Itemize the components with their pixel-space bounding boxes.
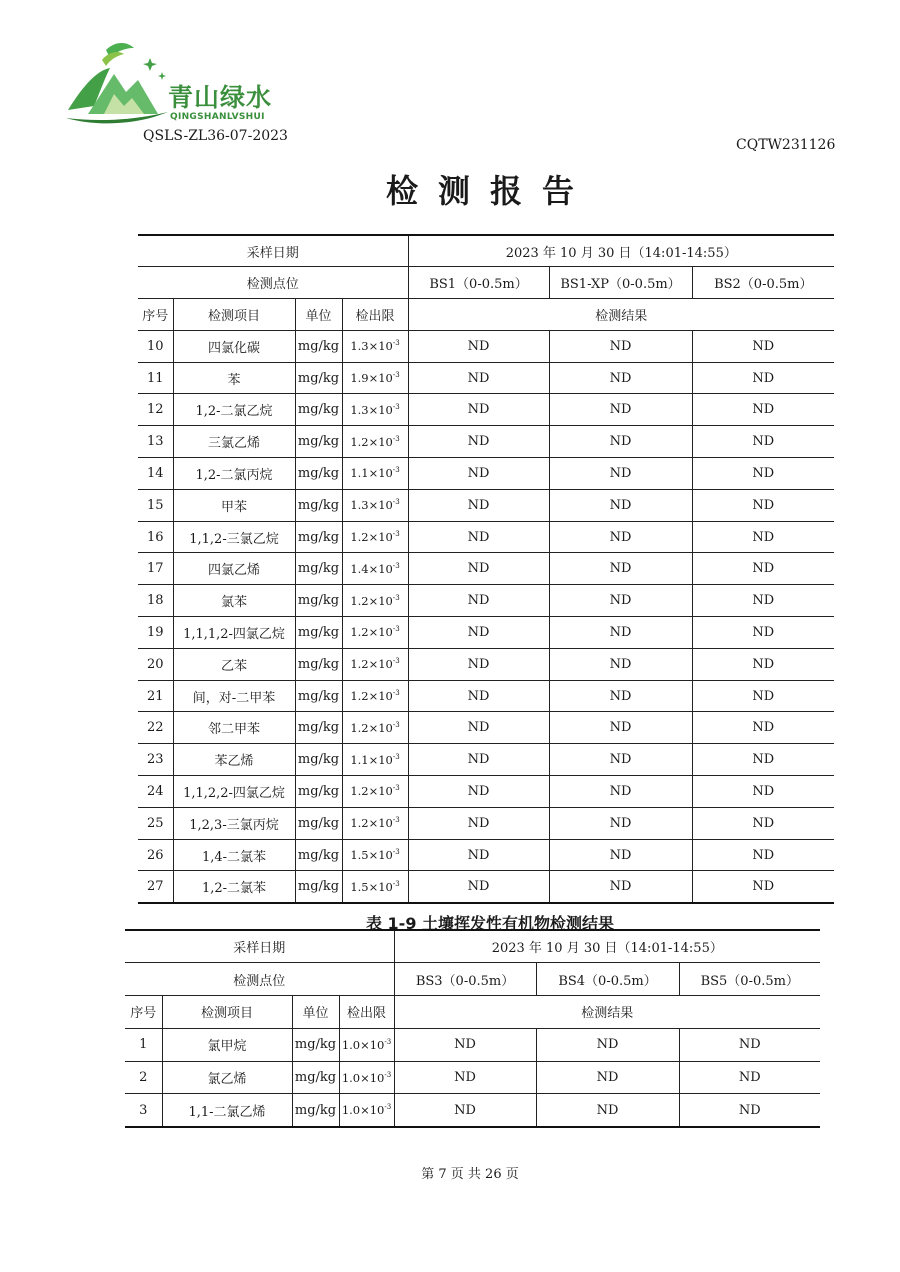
detection-limit — [342, 776, 408, 808]
limit-base: 1.3×10 — [350, 498, 393, 513]
table-row — [138, 776, 834, 808]
limit-base: 1.2×10 — [350, 720, 393, 735]
result-cell: ND — [679, 1061, 820, 1094]
row-number: 23 — [138, 744, 173, 776]
result-cell: ND — [549, 807, 692, 839]
row-number: 2 — [125, 1061, 162, 1094]
detection-limit — [342, 648, 408, 680]
result-cell: ND — [692, 712, 834, 744]
limit-exponent: -3 — [392, 816, 400, 825]
result-cell: ND — [408, 521, 549, 553]
unit-cell: mg/kg — [295, 871, 342, 903]
table-row — [138, 648, 834, 680]
result-cell: ND — [692, 394, 834, 426]
analyte-name: 间，对-二甲苯 — [173, 680, 295, 712]
row-number: 13 — [138, 426, 173, 458]
page-number: 第 7 页 共 26 页 — [421, 1167, 519, 1182]
row-number: 21 — [138, 680, 173, 712]
limit-base: 1.5×10 — [350, 848, 393, 863]
header-item: 检测项目 — [173, 299, 295, 331]
point-header: BS5（0-0.5m） — [679, 963, 820, 996]
row-number: 27 — [138, 871, 173, 903]
result-cell: ND — [692, 426, 834, 458]
header-limit: 检出限 — [339, 996, 394, 1029]
result-cell: ND — [692, 871, 834, 903]
sampling-date-value: 2023 年 10 月 30 日（14:01-14:55） — [408, 235, 834, 267]
result-cell: ND — [692, 744, 834, 776]
sampling-date-row — [125, 930, 820, 963]
result-cell: ND — [408, 426, 549, 458]
unit-cell: mg/kg — [295, 648, 342, 680]
table-row — [138, 839, 834, 871]
table-row — [138, 489, 834, 521]
unit-cell: mg/kg — [295, 680, 342, 712]
result-cell: ND — [408, 648, 549, 680]
detection-limit — [342, 489, 408, 521]
limit-base: 1.2×10 — [350, 784, 393, 799]
limit-exponent: -3 — [384, 1070, 392, 1079]
detection-limit — [342, 553, 408, 585]
analyte-name: 邻二甲苯 — [173, 712, 295, 744]
result-cell: ND — [408, 585, 549, 617]
limit-base: 1.4×10 — [350, 561, 393, 576]
limit-exponent: -3 — [392, 784, 400, 793]
results-table-1 — [138, 234, 834, 904]
result-cell: ND — [408, 458, 549, 490]
result-cell: ND — [549, 362, 692, 394]
points-row — [138, 267, 834, 299]
limit-exponent: -3 — [392, 689, 400, 698]
unit-cell: mg/kg — [295, 362, 342, 394]
limit-base: 1.1×10 — [350, 752, 393, 767]
unit-cell: mg/kg — [295, 458, 342, 490]
unit-cell: mg/kg — [295, 330, 342, 362]
result-cell: ND — [692, 330, 834, 362]
limit-exponent: -3 — [392, 879, 400, 888]
result-cell: ND — [408, 871, 549, 903]
result-cell: ND — [692, 839, 834, 871]
row-number: 12 — [138, 394, 173, 426]
unit-cell: mg/kg — [295, 521, 342, 553]
detection-limit — [339, 1061, 394, 1094]
column-header-row — [125, 996, 820, 1029]
sampling-date-value: 2023 年 10 月 30 日（14:01-14:55） — [394, 930, 820, 963]
point-header: BS2（0-0.5m） — [692, 267, 834, 299]
limit-exponent: -3 — [384, 1037, 392, 1046]
result-cell: ND — [692, 458, 834, 490]
limit-exponent: -3 — [392, 562, 400, 571]
unit-cell: mg/kg — [295, 807, 342, 839]
limit-exponent: -3 — [392, 657, 400, 666]
page-title: 检测报告 — [385, 172, 594, 210]
result-cell: ND — [549, 585, 692, 617]
table-1-body — [138, 330, 834, 902]
row-number: 11 — [138, 362, 173, 394]
table-row — [125, 1061, 820, 1094]
result-cell: ND — [549, 839, 692, 871]
limit-base: 1.2×10 — [350, 657, 393, 672]
result-cell: ND — [692, 362, 834, 394]
analyte-name: 乙苯 — [173, 648, 295, 680]
limit-base: 1.2×10 — [350, 593, 393, 608]
result-cell: ND — [549, 394, 692, 426]
result-cell: ND — [408, 680, 549, 712]
table-row — [125, 1028, 820, 1061]
header-limit: 检出限 — [342, 299, 408, 331]
result-cell: ND — [692, 617, 834, 649]
table-2-body — [125, 1028, 820, 1126]
limit-base: 1.2×10 — [350, 816, 393, 831]
table-row — [138, 585, 834, 617]
unit-cell: mg/kg — [295, 744, 342, 776]
limit-base: 1.5×10 — [350, 879, 393, 894]
header-unit: 单位 — [292, 996, 339, 1029]
row-number: 17 — [138, 553, 173, 585]
result-cell: ND — [394, 1028, 536, 1061]
result-cell: ND — [549, 648, 692, 680]
result-cell: ND — [408, 776, 549, 808]
result-cell: ND — [549, 330, 692, 362]
result-cell: ND — [679, 1028, 820, 1061]
unit-cell: mg/kg — [295, 585, 342, 617]
unit-cell: mg/kg — [295, 426, 342, 458]
analyte-name: 1,1,1,2-四氯乙烷 — [173, 617, 295, 649]
detection-limit — [342, 617, 408, 649]
result-cell: ND — [692, 553, 834, 585]
limit-base: 1.1×10 — [350, 466, 393, 481]
column-header-row — [138, 299, 834, 331]
limit-base: 1.2×10 — [350, 689, 393, 704]
analyte-name: 氯甲烷 — [162, 1028, 292, 1061]
points-row — [125, 963, 820, 996]
limit-base: 1.2×10 — [350, 625, 393, 640]
table-row — [138, 744, 834, 776]
unit-cell: mg/kg — [295, 776, 342, 808]
table-row — [138, 330, 834, 362]
unit-cell: mg/kg — [295, 553, 342, 585]
table-row — [138, 680, 834, 712]
detection-limit — [342, 330, 408, 362]
limit-exponent: -3 — [384, 1103, 392, 1112]
sampling-date-label: 采样日期 — [138, 235, 408, 267]
header-result: 检测结果 — [408, 299, 834, 331]
header-result: 检测结果 — [394, 996, 820, 1029]
row-number: 1 — [125, 1028, 162, 1061]
point-header: BS1-XP（0-0.5m） — [549, 267, 692, 299]
result-cell: ND — [549, 744, 692, 776]
result-cell: ND — [692, 648, 834, 680]
analyte-name: 1,1,2,2-四氯乙烷 — [173, 776, 295, 808]
unit-cell: mg/kg — [292, 1061, 339, 1094]
result-cell: ND — [408, 553, 549, 585]
table-row — [138, 521, 834, 553]
row-number: 20 — [138, 648, 173, 680]
header-unit: 单位 — [295, 299, 342, 331]
limit-exponent: -3 — [392, 721, 400, 730]
row-number: 26 — [138, 839, 173, 871]
detection-limit — [342, 362, 408, 394]
mountain-leaf-icon — [64, 40, 174, 130]
analyte-name: 氯苯 — [173, 585, 295, 617]
row-number: 15 — [138, 489, 173, 521]
unit-cell: mg/kg — [292, 1094, 339, 1127]
unit-cell: mg/kg — [295, 712, 342, 744]
result-cell: ND — [549, 871, 692, 903]
limit-base: 1.0×10 — [341, 1070, 385, 1085]
unit-cell: mg/kg — [295, 839, 342, 871]
point-header: BS3（0-0.5m） — [394, 963, 536, 996]
table-row — [138, 871, 834, 903]
result-cell: ND — [692, 680, 834, 712]
detection-limit — [342, 585, 408, 617]
result-cell: ND — [549, 553, 692, 585]
table-row — [138, 394, 834, 426]
limit-exponent: -3 — [392, 530, 400, 539]
limit-exponent: -3 — [392, 752, 400, 761]
detection-limit — [342, 712, 408, 744]
result-cell: ND — [408, 394, 549, 426]
point-label: 检测点位 — [138, 267, 408, 299]
detection-limit — [342, 394, 408, 426]
table-row — [138, 426, 834, 458]
limit-exponent: -3 — [392, 434, 400, 443]
result-cell: ND — [549, 776, 692, 808]
analyte-name: 四氯化碳 — [173, 330, 295, 362]
analyte-name: 1,1,2-三氯乙烷 — [173, 521, 295, 553]
row-number: 24 — [138, 776, 173, 808]
point-header: BS4（0-0.5m） — [536, 963, 679, 996]
report-number: CQTW231126 — [736, 137, 836, 153]
table-row — [138, 807, 834, 839]
analyte-name: 三氯乙烯 — [173, 426, 295, 458]
unit-cell: mg/kg — [295, 617, 342, 649]
sampling-date-row — [138, 235, 834, 267]
result-cell: ND — [408, 839, 549, 871]
result-cell: ND — [549, 458, 692, 490]
detection-limit — [342, 426, 408, 458]
analyte-name: 甲苯 — [173, 489, 295, 521]
logo-english-name: QINGSHANLVSHUI — [170, 112, 265, 122]
logo-chinese-name: 青山绿水 — [168, 83, 273, 112]
limit-base: 1.2×10 — [350, 530, 393, 545]
row-number: 14 — [138, 458, 173, 490]
header-no: 序号 — [138, 299, 173, 331]
detection-limit — [339, 1028, 394, 1061]
analyte-name: 四氯乙烯 — [173, 553, 295, 585]
limit-exponent: -3 — [392, 498, 400, 507]
row-number: 18 — [138, 585, 173, 617]
detection-limit — [339, 1094, 394, 1127]
analyte-name: 1,4-二氯苯 — [173, 839, 295, 871]
row-number: 16 — [138, 521, 173, 553]
limit-exponent: -3 — [392, 371, 400, 380]
limit-exponent: -3 — [392, 403, 400, 412]
results-table-2 — [125, 929, 820, 1128]
row-number: 22 — [138, 712, 173, 744]
result-cell: ND — [549, 680, 692, 712]
analyte-name: 1,2-二氯丙烷 — [173, 458, 295, 490]
limit-base: 1.2×10 — [350, 434, 393, 449]
analyte-name: 苯乙烯 — [173, 744, 295, 776]
detection-limit — [342, 521, 408, 553]
limit-base: 1.0×10 — [341, 1037, 385, 1052]
limit-base: 1.3×10 — [350, 402, 393, 417]
sampling-date-label: 采样日期 — [125, 930, 394, 963]
limit-exponent: -3 — [392, 848, 400, 857]
table-row — [125, 1094, 820, 1127]
result-cell: ND — [692, 585, 834, 617]
detection-limit — [342, 839, 408, 871]
document-code: QSLS-ZL36-07-2023 — [143, 128, 288, 144]
result-cell: ND — [549, 521, 692, 553]
detection-limit — [342, 744, 408, 776]
row-number: 10 — [138, 330, 173, 362]
limit-exponent: -3 — [392, 466, 400, 475]
detection-limit — [342, 807, 408, 839]
result-cell: ND — [679, 1094, 820, 1127]
result-cell: ND — [549, 712, 692, 744]
company-logo — [64, 40, 274, 130]
limit-exponent: -3 — [392, 339, 400, 348]
row-number: 19 — [138, 617, 173, 649]
analyte-name: 氯乙烯 — [162, 1061, 292, 1094]
point-header: BS1（0-0.5m） — [408, 267, 549, 299]
table-row — [138, 712, 834, 744]
row-number: 25 — [138, 807, 173, 839]
unit-cell: mg/kg — [295, 394, 342, 426]
row-number: 3 — [125, 1094, 162, 1127]
table-caption: 表 1-9 土壤挥发性有机物检测结果 — [365, 914, 615, 933]
detection-limit — [342, 458, 408, 490]
table-row — [138, 458, 834, 490]
result-cell: ND — [692, 807, 834, 839]
result-cell: ND — [408, 362, 549, 394]
analyte-name: 1,2-二氯苯 — [173, 871, 295, 903]
header-no: 序号 — [125, 996, 162, 1029]
limit-exponent: -3 — [392, 593, 400, 602]
result-cell: ND — [408, 712, 549, 744]
result-cell: ND — [394, 1094, 536, 1127]
limit-base: 1.0×10 — [341, 1103, 385, 1118]
analyte-name: 苯 — [173, 362, 295, 394]
analyte-name: 1,2,3-三氯丙烷 — [173, 807, 295, 839]
result-cell: ND — [408, 617, 549, 649]
analyte-name: 1,1-二氯乙烯 — [162, 1094, 292, 1127]
limit-base: 1.3×10 — [350, 339, 393, 354]
limit-exponent: -3 — [392, 625, 400, 634]
result-cell: ND — [536, 1094, 679, 1127]
unit-cell: mg/kg — [295, 489, 342, 521]
result-cell: ND — [692, 776, 834, 808]
result-cell: ND — [692, 521, 834, 553]
result-cell: ND — [536, 1061, 679, 1094]
result-cell: ND — [394, 1061, 536, 1094]
unit-cell: mg/kg — [292, 1028, 339, 1061]
result-cell: ND — [536, 1028, 679, 1061]
result-cell: ND — [549, 617, 692, 649]
header-item: 检测项目 — [162, 996, 292, 1029]
detection-limit — [342, 871, 408, 903]
table-row — [138, 617, 834, 649]
table-row — [138, 362, 834, 394]
result-cell: ND — [549, 489, 692, 521]
result-cell: ND — [408, 489, 549, 521]
result-cell: ND — [408, 744, 549, 776]
point-label: 检测点位 — [125, 963, 394, 996]
result-cell: ND — [408, 807, 549, 839]
analyte-name: 1,2-二氯乙烷 — [173, 394, 295, 426]
table-row — [138, 553, 834, 585]
limit-base: 1.9×10 — [350, 371, 393, 386]
result-cell: ND — [692, 489, 834, 521]
result-cell: ND — [408, 330, 549, 362]
detection-limit — [342, 680, 408, 712]
result-cell: ND — [549, 426, 692, 458]
